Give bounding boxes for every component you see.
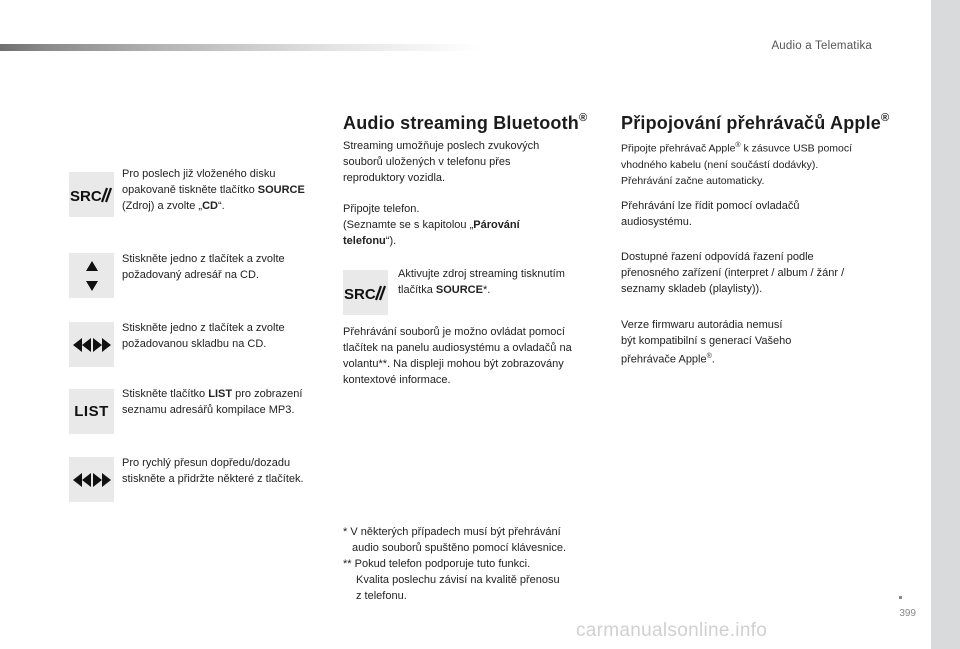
page-side-strip bbox=[931, 0, 960, 649]
up-down-arrows-icon bbox=[69, 253, 114, 298]
apple-firmware-text: Verze firmwaru autorádia nemusí být kompatibilní s generací Vašeho přehrávače Apple®. bbox=[621, 319, 792, 366]
playback-control-text: Přehrávání souborů je možno ovládat pomocí tlačítek na panelu audiosystému a ovladačů na volantu**. Na displeji mohou být zobrazovány kontextové informace. bbox=[343, 326, 572, 386]
src-button-icon bbox=[343, 270, 388, 315]
svg-text:SRC: SRC bbox=[344, 285, 376, 303]
apple-control-text: Přehrávání lze řídit pomocí ovladačů audiosystému. bbox=[621, 200, 800, 228]
src-instruction: Pro poslech již vloženého disku opakovaně tiskněte tlačítko SOURCE (Zdroj) a zvolte „CD“. bbox=[122, 168, 305, 212]
activate-streaming-text: Aktivujte zdroj streaming tisknutím tlačítka SOURCE*. bbox=[398, 268, 565, 296]
bluetooth-intro: Streaming umožňuje poslech zvukových souborů uložených v telefonu přes reproduktory vozidla. bbox=[343, 140, 540, 184]
list-instruction: Stiskněte tlačítko LIST pro zobrazení seznamu adresářů kompilace MP3. bbox=[122, 388, 303, 416]
apple-sorting-text: Dostupné řazení odpovídá řazení podle přenosného zařízení (interpret / album / žánr / seznamy skladeb (playlisty)). bbox=[621, 251, 845, 295]
apple-players-heading: Připojování přehrávačů Apple® bbox=[621, 112, 890, 133]
bluetooth-streaming-heading: Audio streaming Bluetooth® bbox=[343, 112, 588, 133]
watermark: carmanualsonline.info bbox=[576, 620, 768, 641]
prevnext-instruction: Stiskněte jedno z tlačítek a zvolte požadovanou skladbu na CD. bbox=[122, 322, 285, 350]
page-corner-mark bbox=[899, 596, 902, 599]
src-button-icon bbox=[69, 172, 114, 217]
chapter-title: Audio a Telematika bbox=[771, 40, 872, 52]
fast-forward-rewind-icon bbox=[69, 457, 114, 502]
page-number: 399 bbox=[899, 608, 916, 619]
connect-phone-text: Připojte telefon. (Seznamte se s kapitolou „Párování telefonu“). bbox=[343, 203, 520, 247]
fast-seek-instruction: Pro rychlý přesun dopředu/dozadu stiskněte a přidržte některé z tlačítek. bbox=[122, 457, 304, 485]
previous-next-icon bbox=[69, 322, 114, 367]
header-gradient-bar bbox=[0, 44, 480, 51]
svg-text:SRC: SRC bbox=[70, 187, 102, 205]
apple-connect-text: Připojte přehrávač Apple® k zásuvce USB pomocí vhodného kabelu (není součástí dodávky). Přehrávání začne automaticky. bbox=[621, 142, 853, 187]
list-button-icon: LIST bbox=[69, 389, 114, 434]
footnotes: * V některých případech musí být přehrávání audio souborů spuštěno pomocí klávesnice. ** Pokud telefon podporuje tuto funkci. Kvalita poslechu závisí na kvalitě přenosu z telefonu. bbox=[343, 526, 567, 602]
updown-instruction: Stiskněte jedno z tlačítek a zvolte požadovaný adresář na CD. bbox=[122, 253, 285, 281]
